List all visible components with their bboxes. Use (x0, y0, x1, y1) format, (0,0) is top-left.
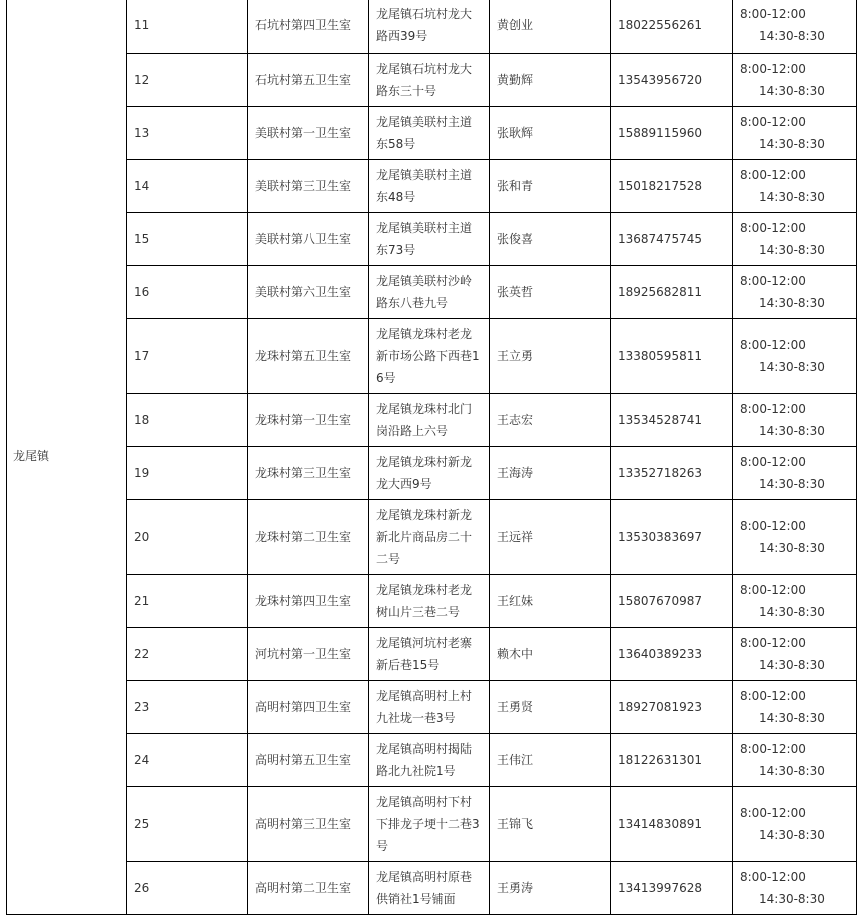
row-number: 18 (127, 394, 248, 447)
afternoon-hours: 14:30-8:30 (759, 84, 825, 98)
opening-hours (733, 628, 857, 681)
phone-number: 15807670987 (611, 575, 733, 628)
table-row (7, 787, 857, 862)
clinic-name: 龙珠村第三卫生室 (248, 447, 369, 500)
clinic-name: 高明村第二卫生室 (248, 862, 369, 915)
afternoon-hours: 14:30-8:30 (759, 828, 825, 842)
table-row (7, 734, 857, 787)
clinic-address: 龙尾镇龙珠村新龙新北片商品房二十二号 (369, 500, 490, 575)
row-number: 15 (127, 213, 248, 266)
table-row (7, 319, 857, 394)
clinic-address: 龙尾镇高明村原巷供销社1号铺面 (369, 862, 490, 915)
clinic-address: 龙尾镇石坑村龙大路西39号 (369, 0, 490, 54)
row-number: 26 (127, 862, 248, 915)
morning-hours: 8:00-12:00 (740, 455, 806, 469)
phone-number: 18925682811 (611, 266, 733, 319)
doctor-name: 张俊喜 (490, 213, 611, 266)
opening-hours (733, 0, 857, 54)
clinic-address: 龙尾镇龙珠村老龙新市场公路下西巷16号 (369, 319, 490, 394)
row-number: 21 (127, 575, 248, 628)
phone-number: 18927081923 (611, 681, 733, 734)
clinic-name: 美联村第六卫生室 (248, 266, 369, 319)
morning-hours: 8:00-12:00 (740, 402, 806, 416)
afternoon-hours: 14:30-8:30 (759, 29, 825, 43)
phone-number: 13530383697 (611, 500, 733, 575)
clinic-name: 美联村第三卫生室 (248, 160, 369, 213)
clinic-name: 龙珠村第二卫生室 (248, 500, 369, 575)
clinic-address: 龙尾镇高明村下村下排龙子埂十二巷3号 (369, 787, 490, 862)
morning-hours: 8:00-12:00 (740, 806, 806, 820)
morning-hours: 8:00-12:00 (740, 7, 806, 21)
clinic-name: 高明村第三卫生室 (248, 787, 369, 862)
doctor-name: 王志宏 (490, 394, 611, 447)
doctor-name: 王红妹 (490, 575, 611, 628)
table-row (7, 575, 857, 628)
morning-hours: 8:00-12:00 (740, 221, 806, 235)
afternoon-hours: 14:30-8:30 (759, 360, 825, 374)
row-number: 20 (127, 500, 248, 575)
opening-hours (733, 54, 857, 107)
morning-hours: 8:00-12:00 (740, 62, 806, 76)
phone-number: 13640389233 (611, 628, 733, 681)
clinic-name: 河坑村第一卫生室 (248, 628, 369, 681)
table-row (7, 160, 857, 213)
clinic-address: 龙尾镇美联村沙岭路东八巷九号 (369, 266, 490, 319)
clinic-address: 龙尾镇龙珠村北门岗沿路上六号 (369, 394, 490, 447)
doctor-name: 王远祥 (490, 500, 611, 575)
doctor-name: 张英哲 (490, 266, 611, 319)
phone-number: 13414830891 (611, 787, 733, 862)
phone-number: 13543956720 (611, 54, 733, 107)
clinic-address: 龙尾镇高明村上村九社垅一巷3号 (369, 681, 490, 734)
opening-hours (733, 500, 857, 575)
doctor-name: 王立勇 (490, 319, 611, 394)
opening-hours (733, 160, 857, 213)
afternoon-hours: 14:30-8:30 (759, 190, 825, 204)
table-row (7, 500, 857, 575)
doctor-name: 王锦飞 (490, 787, 611, 862)
doctor-name: 张耿辉 (490, 107, 611, 160)
clinic-address: 龙尾镇龙珠村老龙树山片三巷二号 (369, 575, 490, 628)
row-number: 12 (127, 54, 248, 107)
afternoon-hours: 14:30-8:30 (759, 711, 825, 725)
phone-number: 13352718263 (611, 447, 733, 500)
table-row (7, 213, 857, 266)
morning-hours: 8:00-12:00 (740, 870, 806, 884)
morning-hours: 8:00-12:00 (740, 583, 806, 597)
opening-hours (733, 862, 857, 915)
table-row (7, 394, 857, 447)
opening-hours (733, 107, 857, 160)
clinic-address: 龙尾镇美联村主道东73号 (369, 213, 490, 266)
phone-number: 13687475745 (611, 213, 733, 266)
phone-number: 13380595811 (611, 319, 733, 394)
town-cell: 龙尾镇 (7, 0, 127, 915)
clinic-name: 高明村第五卫生室 (248, 734, 369, 787)
doctor-name: 王勇涛 (490, 862, 611, 915)
afternoon-hours: 14:30-8:30 (759, 424, 825, 438)
clinic-name: 龙珠村第一卫生室 (248, 394, 369, 447)
morning-hours: 8:00-12:00 (740, 168, 806, 182)
morning-hours: 8:00-12:00 (740, 636, 806, 650)
afternoon-hours: 14:30-8:30 (759, 137, 825, 151)
clinic-name: 石坑村第四卫生室 (248, 0, 369, 54)
opening-hours (733, 787, 857, 862)
opening-hours (733, 213, 857, 266)
opening-hours (733, 575, 857, 628)
row-number: 13 (127, 107, 248, 160)
table-row (7, 447, 857, 500)
clinic-address: 龙尾镇龙珠村新龙龙大西9号 (369, 447, 490, 500)
afternoon-hours: 14:30-8:30 (759, 892, 825, 906)
morning-hours: 8:00-12:00 (740, 274, 806, 288)
doctor-name: 王海涛 (490, 447, 611, 500)
clinic-address: 龙尾镇美联村主道东58号 (369, 107, 490, 160)
morning-hours: 8:00-12:00 (740, 115, 806, 129)
opening-hours (733, 447, 857, 500)
doctor-name: 王勇贤 (490, 681, 611, 734)
table-row (7, 681, 857, 734)
table-row (7, 628, 857, 681)
row-number: 14 (127, 160, 248, 213)
table-row (7, 0, 857, 54)
clinic-address: 龙尾镇美联村主道东48号 (369, 160, 490, 213)
afternoon-hours: 14:30-8:30 (759, 605, 825, 619)
row-number: 17 (127, 319, 248, 394)
opening-hours (733, 394, 857, 447)
row-number: 24 (127, 734, 248, 787)
phone-number: 13413997628 (611, 862, 733, 915)
doctor-name: 张和青 (490, 160, 611, 213)
doctor-name: 黄勤辉 (490, 54, 611, 107)
opening-hours (733, 319, 857, 394)
row-number: 22 (127, 628, 248, 681)
phone-number: 13534528741 (611, 394, 733, 447)
afternoon-hours: 14:30-8:30 (759, 764, 825, 778)
afternoon-hours: 14:30-8:30 (759, 296, 825, 310)
phone-number: 18022556261 (611, 0, 733, 54)
opening-hours (733, 266, 857, 319)
clinic-table-body (7, 0, 857, 915)
afternoon-hours: 14:30-8:30 (759, 243, 825, 257)
phone-number: 18122631301 (611, 734, 733, 787)
row-number: 19 (127, 447, 248, 500)
morning-hours: 8:00-12:00 (740, 689, 806, 703)
table-row (7, 54, 857, 107)
clinic-name: 龙珠村第五卫生室 (248, 319, 369, 394)
row-number: 16 (127, 266, 248, 319)
clinic-name: 美联村第八卫生室 (248, 213, 369, 266)
clinic-table (6, 0, 857, 915)
doctor-name: 黄创业 (490, 0, 611, 54)
row-number: 11 (127, 0, 248, 54)
phone-number: 15889115960 (611, 107, 733, 160)
afternoon-hours: 14:30-8:30 (759, 541, 825, 555)
row-number: 23 (127, 681, 248, 734)
clinic-address: 龙尾镇河坑村老寨新后巷15号 (369, 628, 490, 681)
clinic-name: 高明村第四卫生室 (248, 681, 369, 734)
clinic-name: 龙珠村第四卫生室 (248, 575, 369, 628)
table-row (7, 266, 857, 319)
morning-hours: 8:00-12:00 (740, 338, 806, 352)
morning-hours: 8:00-12:00 (740, 519, 806, 533)
phone-number: 15018217528 (611, 160, 733, 213)
table-row (7, 862, 857, 915)
afternoon-hours: 14:30-8:30 (759, 658, 825, 672)
opening-hours (733, 681, 857, 734)
clinic-name: 石坑村第五卫生室 (248, 54, 369, 107)
afternoon-hours: 14:30-8:30 (759, 477, 825, 491)
clinic-address: 龙尾镇石坑村龙大路东三十号 (369, 54, 490, 107)
morning-hours: 8:00-12:00 (740, 742, 806, 756)
clinic-address: 龙尾镇高明村揭陆路北九社院1号 (369, 734, 490, 787)
opening-hours (733, 734, 857, 787)
doctor-name: 赖木中 (490, 628, 611, 681)
table-row (7, 107, 857, 160)
row-number: 25 (127, 787, 248, 862)
clinic-name: 美联村第一卫生室 (248, 107, 369, 160)
doctor-name: 王伟江 (490, 734, 611, 787)
